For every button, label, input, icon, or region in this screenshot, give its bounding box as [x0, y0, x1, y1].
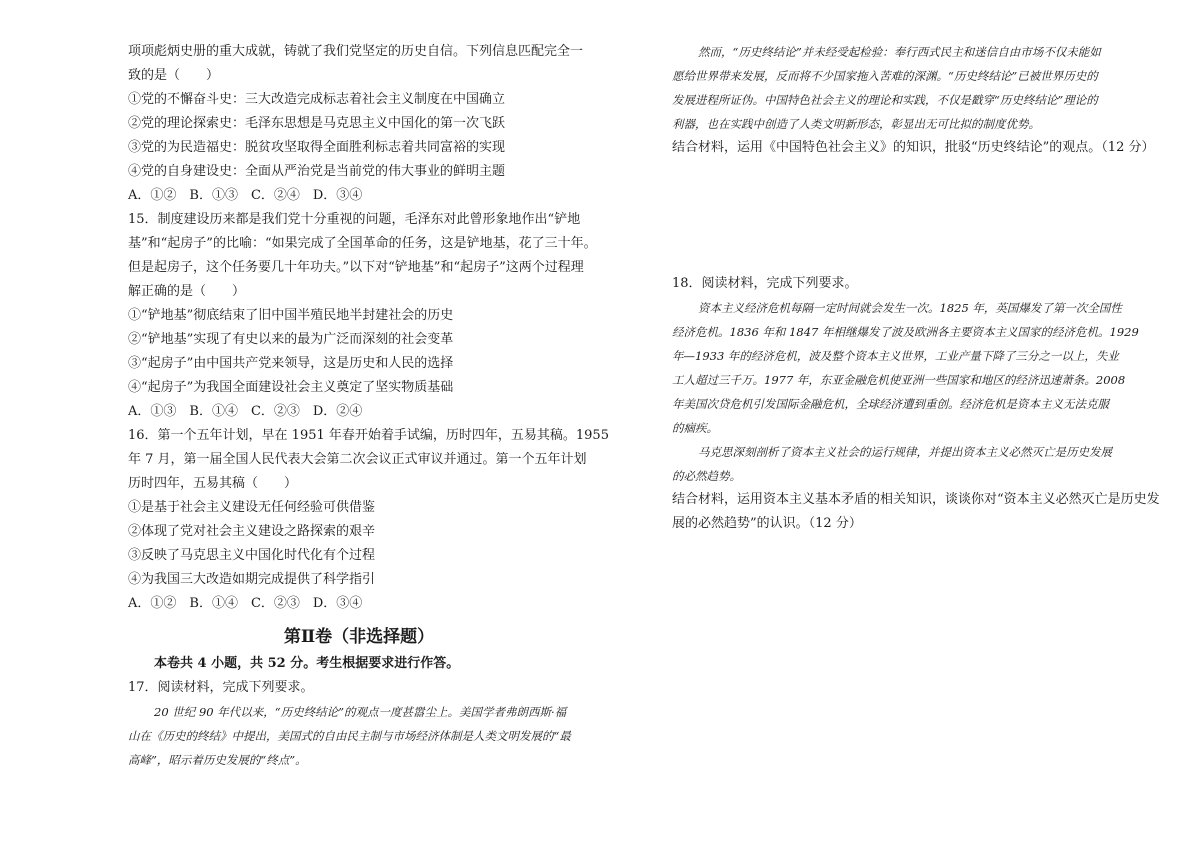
q17-stem: 17．阅读材料，完成下列要求。 [128, 680, 314, 695]
q14-answers: A．①② B．①③ C．②④ D．③④ [128, 188, 363, 203]
q14-stem-line-2: 致的是（ ） [128, 68, 220, 83]
q14-option-2: ②党的理论探索史：毛泽东思想是马克思主义中国化的第一次飞跃 [128, 116, 506, 131]
q16-option-4: ④为我国三大改造如期完成提供了科学指引 [128, 572, 376, 587]
q17-material-line-1: 20 世纪 90 年代以来，“历史终结论”的观点一度甚嚣尘上。美国学者弗朗西斯·福 [154, 705, 567, 719]
q15-stem-line-1: 15．制度建设历来都是我们党十分重视的问题，毛泽东对此曾形象地作出“铲地 [128, 212, 581, 227]
q18-stem: 18．阅读材料，完成下列要求。 [672, 276, 858, 291]
part2-note: 本卷共 4 小题，共 52 分。考生根据要求进行作答。 [154, 656, 460, 671]
q17-material-line-6: 发展进程所证伪。中国特色社会主义的理论和实践，不仅是戳穿“历史终结论”理论的 [672, 93, 1098, 107]
q15-stem-line-4: 解正确的是（ ） [128, 284, 246, 299]
q16-stem-line-2: 年 7 月，第一届全国人民代表大会第二次会议正式审议并通过。第一个五年计划 [128, 452, 587, 467]
q18-material1-line-5: 年美国次贷危机引发国际金融危机，全球经济遭到重创。经济危机是资本主义无法克服 [672, 397, 1109, 411]
q15-answers: A．①③ B．①④ C．②③ D．②④ [128, 404, 363, 419]
q16-stem-line-3: 历时四年，五易其稿（ ） [128, 476, 298, 491]
right-column [672, 40, 1160, 536]
q18-material1-line-2: 经济危机。1836 年和 1847 年相继爆发了波及欧洲各主要资本主义国家的经济危机。1929 [672, 325, 1139, 339]
q15-option-4: ④“起房子”为我国全面建设社会主义奠定了坚实物质基础 [128, 380, 454, 395]
q16-stem-line-1: 16．第一个五年计划，早在 1951 年春开始着手试编，历时四年，五易其稿。1955 [128, 428, 609, 443]
left-column [128, 40, 609, 772]
q14-option-1: ①党的不懈奋斗史：三大改造完成标志着社会主义制度在中国确立 [128, 92, 506, 107]
q18-material1-line-3: 年—1933 年的经济危机，波及整个资本主义世界，工业产量下降了三分之一以上，失业 [672, 349, 1119, 363]
q17-material-line-7: 利器，也在实践中创造了人类文明新形态，彰显出无可比拟的制度优势。 [672, 117, 1040, 131]
q18-material1-line-4: 工人超过三千万。1977 年，东亚金融危机使亚洲一些国家和地区的经济迅速萧条。2008 [672, 373, 1126, 387]
q16-option-2: ②体现了党对社会主义建设之路探索的艰辛 [128, 524, 376, 539]
q16-option-3: ③反映了马克思主义中国化时代化有个过程 [128, 548, 376, 563]
q18-task-line-2: 展的必然趋势”的认识。（12 分） [672, 516, 862, 531]
q17-task: 结合材料，运用《中国特色社会主义》的知识，批驳“历史终结论”的观点。（12 分） [672, 140, 1155, 155]
q18-material2-line-1: 马克思深刻剖析了资本主义社会的运行规律，并提出资本主义必然灭亡是历史发展 [698, 445, 1112, 459]
q17-material-line-5: 愿给世界带来发展，反而将不少国家拖入苦难的深渊。“历史终结论”已被世界历史的 [672, 69, 1098, 83]
q15-stem-line-3: 但是起房子，这个任务要几十年功夫。”以下对“铲地基”和“起房子”这两个过程理 [128, 260, 584, 275]
q16-answers: A．①② B．①④ C．②③ D．③④ [128, 596, 363, 611]
part2-title: 第Ⅱ卷（非选择题） [283, 627, 435, 647]
q14-stem-line-1: 项项彪炳史册的重大成就，铸就了我们党坚定的历史自信。下列信息匹配完全一 [128, 44, 584, 59]
q15-stem-line-2: 基”和“起房子”的比喻：“如果完成了全国革命的任务，这是铲地基，花了三十年。 [128, 236, 597, 251]
q18-task-line-1: 结合材料，运用资本主义基本矛盾的相关知识，谈谈你对“资本主义必然灭亡是历史发 [672, 492, 1160, 507]
q18-material1-line-1: 资本主义经济危机每隔一定时间就会发生一次。1825 年，英国爆发了第一次全国性 [698, 301, 1122, 315]
q14-option-3: ③党的为民造福史：脱贫攻坚取得全面胜利标志着共同富裕的实现 [128, 140, 506, 155]
q17-material-line-4: 然而，“历史终结论”并未经受起检验：奉行西式民主和迷信自由市场不仅未能如 [698, 45, 1101, 59]
q15-option-2: ②“铲地基”实现了有史以来的最为广泛而深刻的社会变革 [128, 332, 454, 347]
q18-material1-line-6: 的痼疾。 [672, 421, 718, 435]
q15-option-3: ③“起房子”由中国共产党来领导，这是历史和人民的选择 [128, 356, 454, 371]
q17-material-line-3: 高峰”，昭示着历史发展的“终点”。 [128, 753, 307, 767]
answer-space [672, 160, 1132, 272]
q18-material2-line-2: 的必然趋势。 [672, 469, 741, 483]
q17-material-line-2: 山在《历史的终结》中提出，美国式的自由民主制与市场经济体制是人类文明发展的“最 [128, 729, 571, 743]
q15-option-1: ①“铲地基”彻底结束了旧中国半殖民地半封建社会的历史 [128, 308, 454, 323]
q14-option-4: ④党的自身建设史：全面从严治党是当前党的伟大事业的鲜明主题 [128, 164, 506, 179]
q16-option-1: ①是基于社会主义建设无任何经验可供借鉴 [128, 500, 376, 515]
